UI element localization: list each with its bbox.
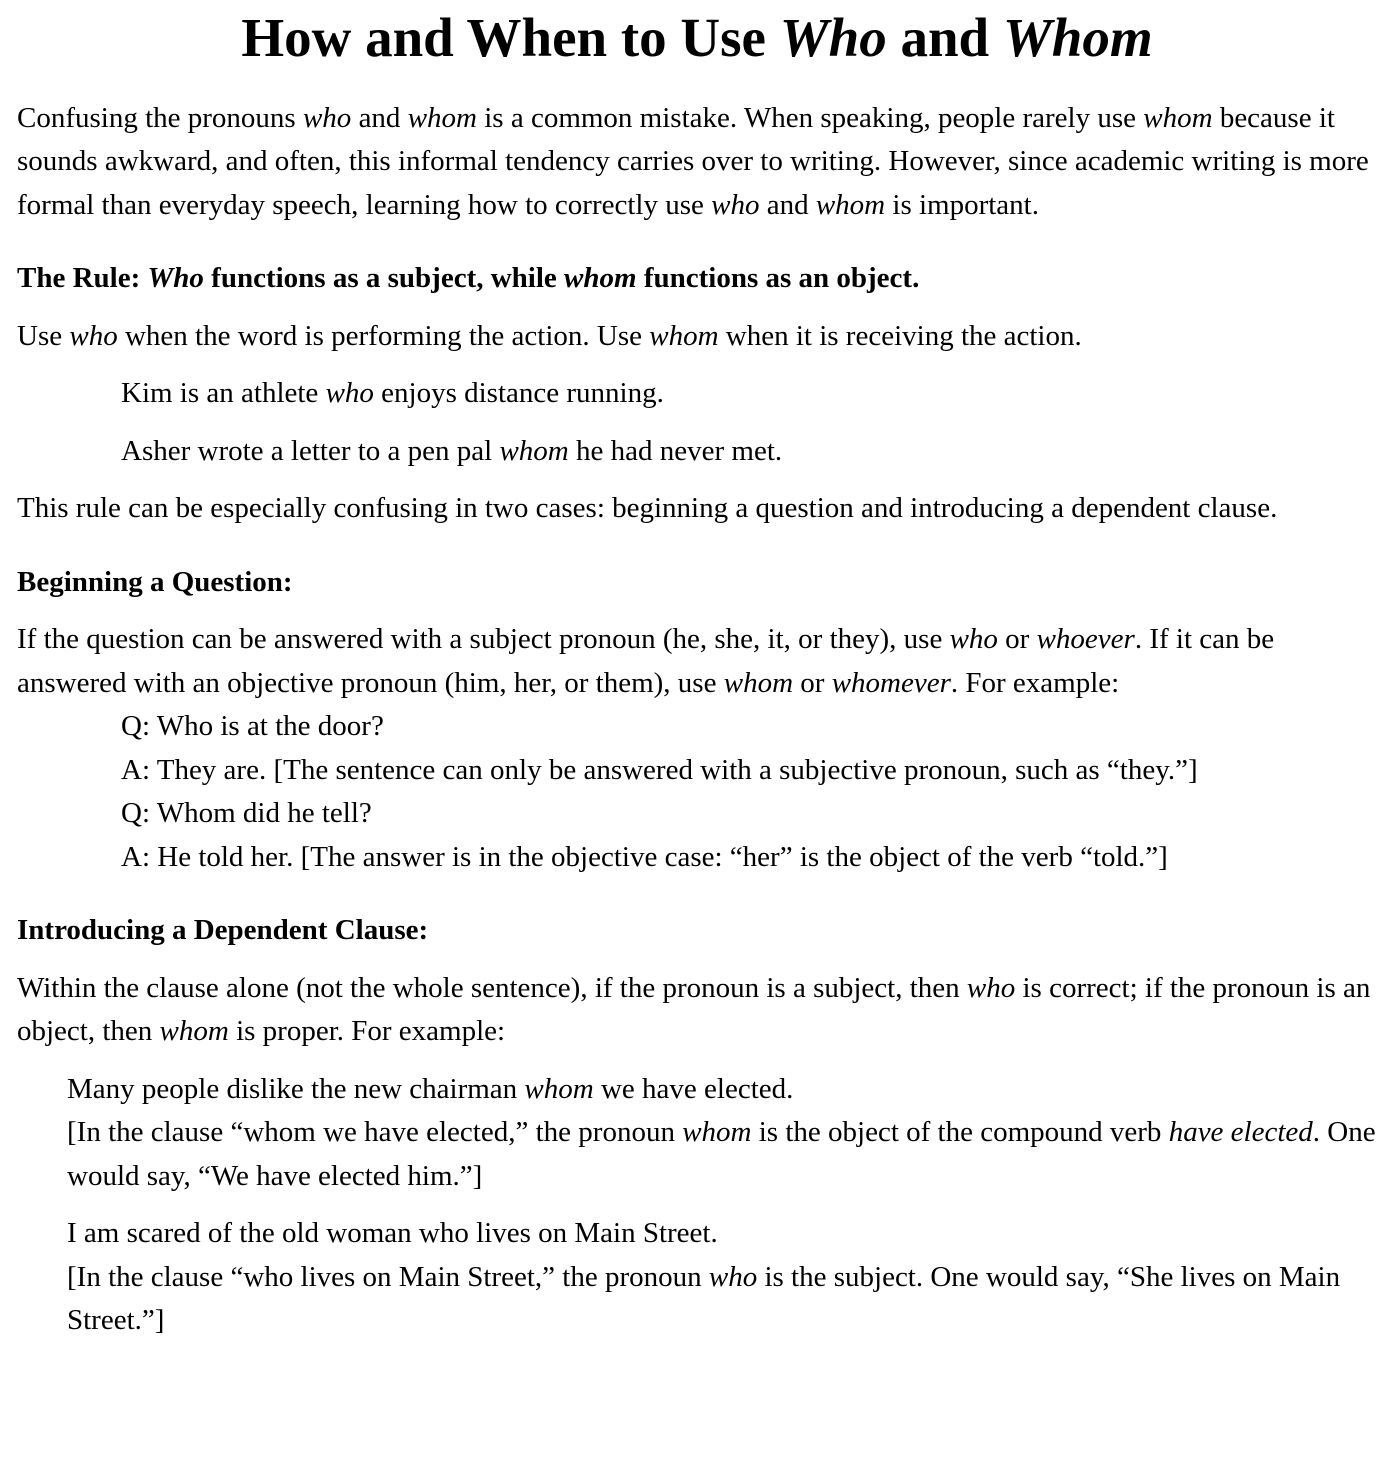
text-run: whom: [159, 1015, 229, 1048]
text-run: whom: [815, 188, 886, 221]
text-run: Beginning a Question:: [17, 565, 293, 598]
text-run: Q: Who is at the door?: [121, 710, 384, 743]
text-line: [67, 1256, 1377, 1343]
text-run: The Rule:: [17, 262, 148, 295]
text-run: Kim is an athlete: [121, 377, 326, 410]
text-run: because it sounds awkward, and often, this informal tendency carries over to writing. However, since academic writing is more formal than everyday speech, learning how to correctly use: [17, 101, 1369, 221]
clause-paragraph: [17, 967, 1377, 1054]
text-run: who: [966, 971, 1016, 1004]
text-run: Many people dislike the new chairman: [67, 1072, 525, 1105]
text-line: [17, 618, 1377, 705]
intro-paragraph: [17, 97, 1377, 228]
text-line: [67, 1068, 1377, 1112]
text-run: is a common mistake. When speaking, people rarely use: [476, 101, 1144, 134]
two-cases-paragraph: [17, 487, 1377, 531]
text-run: who: [711, 188, 760, 221]
question-paragraph: [17, 618, 1377, 705]
text-run: whom: [407, 101, 477, 134]
text-run: whom: [1143, 101, 1213, 134]
text-run: Who: [779, 7, 887, 68]
text-run: functions as a subject, while: [203, 262, 565, 295]
text-run: whom: [524, 1072, 594, 1105]
text-run: is the subject. One would say, “She lives on Main Street.”]: [67, 1260, 1341, 1337]
text-run: Introducing a Dependent Clause:: [17, 914, 429, 947]
text-run: who: [708, 1260, 758, 1293]
text-run: is important.: [885, 188, 1039, 221]
text-run: [In the clause “whom we have elected,” the pronoun: [67, 1116, 683, 1149]
text-run: we have elected.: [593, 1072, 794, 1105]
text-run: whom: [649, 319, 719, 352]
text-run: [In the clause “who lives on Main Street,” the pronoun: [67, 1260, 709, 1293]
text-run: . If it can be answered with an objective pronoun (him, her, or them), use: [17, 623, 1275, 699]
rule-paragraph: [17, 315, 1377, 359]
text-run: Within the clause alone (not the whole sentence), if the pronoun is a subject, then: [17, 971, 967, 1004]
text-line: [121, 372, 1377, 416]
text-run: is the object of the compound verb: [751, 1116, 1169, 1149]
text-line: [17, 967, 1377, 1054]
text-run: Q: Whom did he tell?: [121, 797, 372, 830]
text-run: I am scared of the old woman who lives on Main Street.: [67, 1217, 718, 1250]
text-run: whoever: [1036, 623, 1135, 656]
clause-heading: [17, 909, 1377, 953]
text-run: when the word is performing the action. Use: [117, 319, 650, 352]
text-run: whomever: [831, 666, 951, 699]
text-run: and: [759, 188, 816, 221]
text-run: Whom: [1002, 7, 1153, 68]
text-run: Use: [17, 319, 70, 352]
text-run: . One would say, “We have elected him.”]: [67, 1116, 1376, 1192]
text-run: Confusing the pronouns: [17, 101, 303, 134]
text-line: [67, 1111, 1377, 1198]
text-run: whom: [723, 666, 794, 699]
example-kim: [17, 372, 1377, 416]
question-heading: [17, 561, 1377, 605]
text-run: . For example:: [950, 666, 1120, 699]
text-run: whom: [682, 1116, 752, 1149]
text-run: Asher wrote a letter to a pen pal: [121, 434, 500, 467]
text-run: whom: [564, 262, 637, 295]
text-run: enjoys distance running.: [373, 377, 664, 410]
rule-heading: [17, 257, 1377, 301]
text-run: This rule can be especially confusing in two cases: beginning a question and introducing a dependent clause.: [17, 492, 1278, 525]
text-line: [17, 561, 1377, 605]
text-run: Who: [147, 262, 204, 295]
document-body: [17, 97, 1377, 1343]
text-run: is correct; if the pronoun is an object, then: [17, 971, 1371, 1048]
text-run: is proper. For example:: [228, 1015, 506, 1048]
text-run: How and When to Use: [241, 7, 780, 68]
text-line: [17, 97, 1377, 228]
text-line: [121, 836, 1377, 880]
text-run: when it is receiving the action.: [718, 319, 1082, 352]
text-run: or: [793, 666, 832, 699]
text-line: [121, 792, 1377, 836]
text-run: or: [997, 623, 1037, 656]
question-answer-examples: [17, 705, 1377, 879]
text-line: [121, 749, 1377, 793]
text-run: he had never met.: [568, 434, 783, 467]
text-run: who: [69, 319, 118, 352]
text-run: A: He told her. [The answer is in the objective case: “her” is the object of the verb “told.”]: [121, 840, 1168, 873]
text-line: [17, 315, 1377, 359]
chairman-example: [17, 1068, 1377, 1199]
text-run: who: [949, 623, 998, 656]
text-run: who: [302, 101, 352, 134]
text-run: and: [351, 101, 408, 134]
text-run: who: [325, 377, 374, 410]
text-run: have elected: [1168, 1116, 1313, 1149]
example-asher: [17, 430, 1377, 474]
text-run: whom: [499, 434, 569, 467]
text-line: [67, 1212, 1377, 1256]
text-run: and: [886, 7, 1003, 68]
text-line: [17, 909, 1377, 953]
text-run: functions as an object.: [636, 262, 920, 295]
main-street-example: [17, 1212, 1377, 1343]
page-title: [17, 6, 1377, 71]
text-run: If the question can be answered with a subject pronoun (he, she, it, or they), use: [17, 623, 950, 656]
text-run: A: They are. [The sentence can only be answered with a subjective pronoun, such as “they.”]: [121, 753, 1198, 786]
text-line: [17, 487, 1377, 531]
text-line: [17, 257, 1377, 301]
text-line: [121, 705, 1377, 749]
text-line: [121, 430, 1377, 474]
